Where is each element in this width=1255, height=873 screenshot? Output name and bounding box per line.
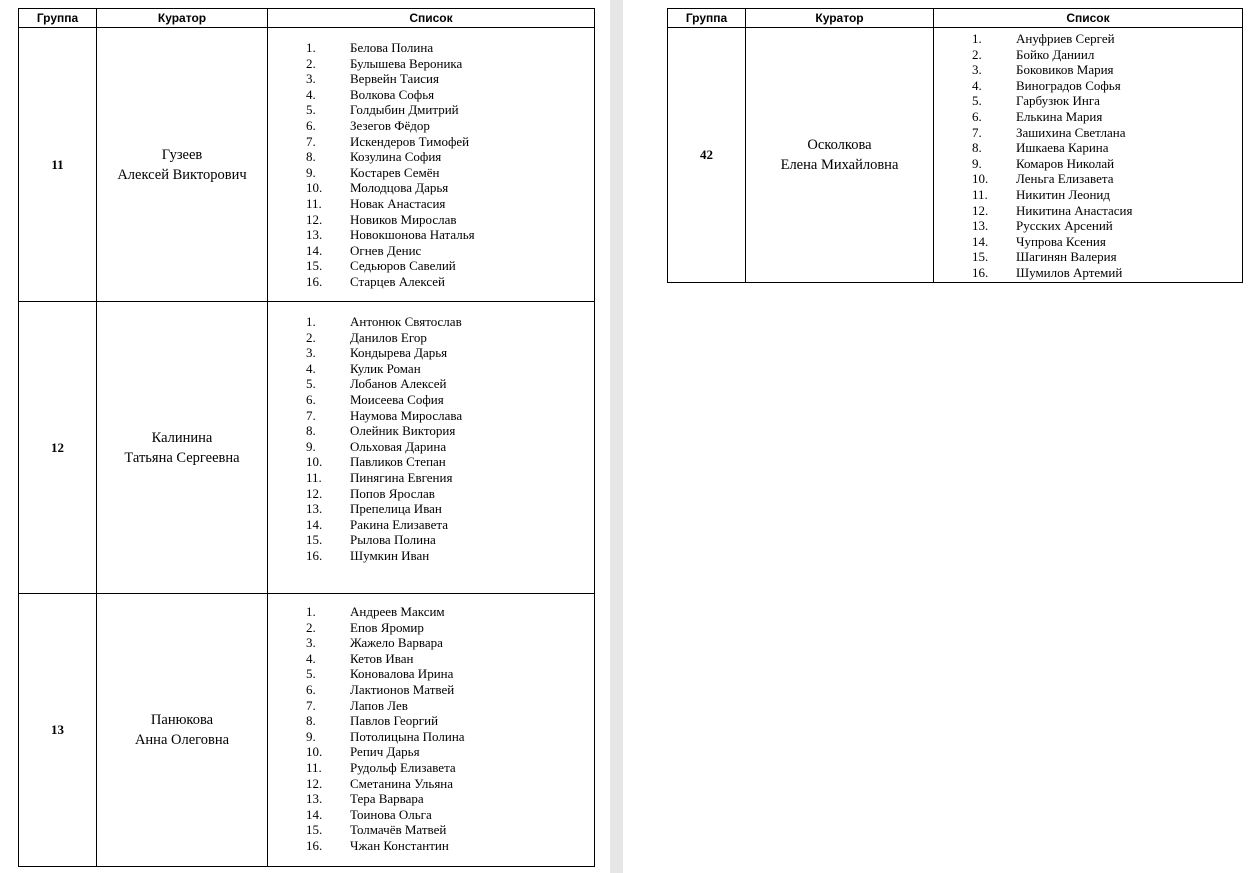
curator-groups-table-right [667,8,1243,283]
student-list-item [268,454,594,470]
student-name: Данилов Егор [350,329,427,345]
student-list-cell [268,594,595,867]
list-item-number: 14. [306,516,323,532]
list-item-number: 15. [306,532,323,548]
student-list-item [268,776,594,792]
list-item-number: 16. [306,837,323,853]
group-row [668,28,1243,283]
student-name: Булышева Вероника [350,55,463,71]
list-item-number: 8. [306,713,316,729]
curator-surname: Осколкова [807,137,872,153]
list-item-number: 4. [306,86,316,102]
student-list-item [268,791,594,807]
list-item-number: 7. [306,697,316,713]
curator-name [97,302,268,594]
student-list-item [268,620,594,636]
student-list-item [268,651,594,667]
list-item-number: 1. [306,604,316,619]
student-list-item [934,265,1242,281]
student-list-item [268,682,594,698]
student-list-item [268,501,594,517]
student-list-item [268,713,594,729]
list-column-header: Список [934,9,1243,28]
list-column-header: Список [268,9,595,28]
student-list-item [934,234,1242,250]
student-name: Антонюк Святослав [350,314,462,329]
student-name: Козулина София [350,149,442,165]
table-header-row [19,9,595,28]
student-name: Препелица Иван [350,501,442,517]
list-item-number: 8. [972,140,982,156]
list-item-number: 3. [972,62,982,78]
list-item-number: 5. [306,376,316,392]
student-name: Лобанов Алексей [350,376,447,392]
list-item-number: 1. [306,314,316,329]
student-name: Костарев Семён [350,164,440,180]
student-list-item [268,548,594,564]
list-item-number: 11. [306,469,322,485]
document-page-left [0,0,610,873]
student-list-item [268,376,594,392]
list-item-number: 2. [306,619,316,635]
student-name: Шумилов Артемий [1016,264,1123,280]
student-name: Никитин Леонид [1016,186,1110,202]
curator-surname: Гузеев [161,146,203,163]
student-list-item [268,361,594,377]
list-item-number: 15. [306,822,323,838]
student-list-item [934,156,1242,172]
student-list-item [268,807,594,823]
student-list-item [268,165,594,181]
student-list-item [268,87,594,103]
list-item-number: 3. [306,635,316,651]
student-list-item [268,212,594,228]
list-item-number: 12. [306,485,323,501]
student-name: Потолицына Полина [350,728,465,744]
student-name: Ракина Елизавета [350,516,448,532]
student-name: Моисеева София [350,391,444,407]
list-item-number: 7. [306,407,316,423]
list-item-number: 4. [306,650,316,666]
student-list-item [934,47,1242,63]
student-name: Русских Арсений [1016,218,1113,234]
student-name: Кулик Роман [350,360,421,376]
curator-given-name: Елена Михайловна [780,157,899,173]
list-item-number: 3. [306,71,316,87]
group-row [19,594,595,867]
list-item-number: 14. [306,242,323,258]
student-name: Лапов Лев [350,697,408,713]
list-item-number: 5. [306,666,316,682]
student-name: Жажело Варвара [350,635,443,651]
list-item-number: 11. [306,759,322,775]
list-item-number: 8. [306,149,316,165]
curator-name [97,594,268,867]
student-list-item [268,517,594,533]
student-name: Чжан Константин [350,837,449,853]
student-list-item [268,532,594,548]
student-list-item [268,392,594,408]
student-name: Рудольф Елизавета [350,759,456,775]
list-item-number: 7. [306,133,316,149]
list-item-number: 13. [306,501,323,517]
list-item-number: 12. [306,211,323,227]
student-list-item [268,196,594,212]
list-item-number: 13. [306,791,323,807]
student-list-item [934,203,1242,219]
student-list-item [934,31,1242,47]
student-list-item [268,71,594,87]
student-name: Старцев Алексей [350,273,446,289]
student-list-item [934,93,1242,109]
list-item-number: 6. [972,108,982,124]
list-item-number: 14. [306,806,323,822]
curator-given-name: Анна Олеговна [134,732,230,748]
student-name: Голдыбин Дмитрий [350,102,459,118]
list-item-number: 13. [306,227,323,243]
list-item-number: 16. [306,547,323,563]
student-name: Тера Варвара [350,791,424,807]
student-name: Пинягина Евгения [350,469,453,485]
student-name: Ануфриев Сергей [1016,31,1115,46]
list-item-number: 4. [306,360,316,376]
list-item-number: 9. [306,438,316,454]
group-number: 12 [19,302,97,594]
curator-column-header: Куратор [97,9,268,28]
student-name: Рылова Полина [350,532,436,548]
list-item-number: 11. [306,195,322,211]
table-header-row [668,9,1243,28]
student-name: Виноградов Софья [1016,77,1121,93]
student-list-item [268,439,594,455]
student-list-item [268,760,594,776]
student-name: Шумкин Иван [350,547,430,563]
list-item-number: 5. [972,93,982,109]
student-list-item [934,109,1242,125]
group-row [19,28,595,302]
student-name: Олейник Виктория [350,423,456,439]
student-list-item [934,187,1242,203]
list-item-number: 9. [306,728,316,744]
student-list-cell [268,28,595,302]
student-list-item [934,125,1242,141]
list-item-number: 10. [972,171,989,187]
student-name: Кондырева Дарья [350,345,448,361]
student-name: Комаров Николай [1016,155,1115,171]
student-name: Лактионов Матвей [350,681,455,697]
list-item-number: 11. [972,186,988,202]
student-list-item [268,345,594,361]
list-item-number: 15. [972,249,989,265]
student-name: Новокшонова Наталья [350,227,475,243]
student-name: Молодцова Дарья [350,180,449,196]
curator-given-name: Алексей Викторович [117,166,247,183]
student-list-item [268,604,594,620]
student-list [268,594,594,854]
student-name: Чупрова Ксения [1016,233,1106,249]
student-list [268,302,594,564]
list-item-number: 1. [972,31,982,46]
group-number: 13 [19,594,97,867]
student-list-item [268,243,594,259]
curator-surname: Панюкова [150,712,214,728]
student-name: Вервейн Таисия [350,71,439,87]
student-list [934,28,1242,281]
curator-surname: Калинина [151,429,213,446]
student-name: Огнев Денис [350,242,422,258]
student-list-item [268,258,594,274]
student-list-item [268,744,594,760]
list-item-number: 10. [306,180,323,196]
group-column-header: Группа [668,9,746,28]
student-name: Ольховая Дарина [350,438,447,454]
student-name: Попов Ярослав [350,485,435,501]
student-name: Искендеров Тимофей [350,133,470,149]
student-list-item [934,171,1242,187]
list-item-number: 14. [972,233,989,249]
student-name: Бойко Даниил [1016,46,1095,62]
student-name: Елькина Мария [1016,108,1103,124]
list-item-number: 9. [306,164,316,180]
student-list-item [268,408,594,424]
student-name: Зезегов Фёдор [350,117,430,133]
list-item-number: 10. [306,744,323,760]
student-name: Новиков Мирослав [350,211,457,227]
student-name: Леньга Елизавета [1016,171,1114,187]
student-list-item [268,56,594,72]
student-name: Белова Полина [350,40,434,55]
student-list-item [268,822,594,838]
list-item-number: 1. [306,40,316,55]
student-name: Волкова Софья [350,86,435,102]
student-list-item [934,78,1242,94]
student-name: Павликов Степан [350,454,446,470]
student-name: Гарбузюк Инга [1016,93,1100,109]
list-item-number: 2. [306,329,316,345]
student-list-item [268,470,594,486]
student-list-item [268,314,594,330]
student-name: Толмачёв Матвей [350,822,447,838]
list-item-number: 3. [306,345,316,361]
student-list-item [934,140,1242,156]
list-item-number: 7. [972,124,982,140]
student-name: Ишкаева Карина [1016,140,1109,156]
group-row [19,302,595,594]
student-name: Коновалова Ирина [350,666,454,682]
student-name: Тоинова Ольга [350,806,432,822]
list-item-number: 16. [972,264,989,280]
list-item-number: 2. [972,46,982,62]
student-list-item [268,666,594,682]
student-name: Новак Анастасия [350,195,446,211]
student-name: Репич Дарья [350,744,420,760]
list-item-number: 16. [306,273,323,289]
list-item-number: 4. [972,77,982,93]
student-list-item [268,838,594,854]
list-item-number: 10. [306,454,323,470]
student-list-item [268,423,594,439]
group-column-header: Группа [19,9,97,28]
curator-groups-table-left [18,8,595,867]
student-list-item [268,729,594,745]
list-item-number: 13. [972,218,989,234]
student-name: Павлов Георгий [350,713,439,729]
group-number: 42 [668,28,746,283]
student-list-item [268,149,594,165]
student-list-item [268,102,594,118]
list-item-number: 6. [306,117,316,133]
list-item-number: 2. [306,55,316,71]
student-list-item [268,635,594,651]
student-list-item [268,227,594,243]
list-item-number: 9. [972,155,982,171]
student-list-item [268,40,594,56]
list-item-number: 6. [306,681,316,697]
list-item-number: 6. [306,391,316,407]
student-list-item [268,180,594,196]
student-name: Седьюров Савелий [350,258,456,274]
student-name: Сметанина Ульяна [350,775,454,791]
list-item-number: 8. [306,423,316,439]
curator-name [746,28,934,283]
student-list-item [934,218,1242,234]
student-name: Кетов Иван [350,650,414,666]
student-list-item [268,330,594,346]
student-list-item [268,134,594,150]
list-item-number: 12. [306,775,323,791]
student-name: Шагинян Валерия [1016,249,1117,265]
curator-column-header: Куратор [746,9,934,28]
group-number: 11 [19,28,97,302]
student-name: Андреев Максим [350,604,445,619]
list-item-number: 12. [972,202,989,218]
student-name: Епов Яромир [350,619,424,635]
student-list-item [268,486,594,502]
student-list-item [268,698,594,714]
student-list-cell [934,28,1243,283]
student-list [268,28,594,290]
student-list-cell [268,302,595,594]
student-list-item [268,274,594,290]
student-name: Наумова Мирослава [350,407,463,423]
student-list-item [934,249,1242,265]
student-list-item [268,118,594,134]
list-item-number: 15. [306,258,323,274]
student-name: Зашихина Светлана [1016,124,1126,140]
curator-given-name: Татьяна Сергеевна [124,449,240,466]
student-list-item [934,62,1242,78]
curator-name [97,28,268,302]
student-name: Никитина Анастасия [1016,202,1133,218]
list-item-number: 5. [306,102,316,118]
document-page-right [623,0,1255,873]
student-name: Боковиков Мария [1016,62,1114,78]
